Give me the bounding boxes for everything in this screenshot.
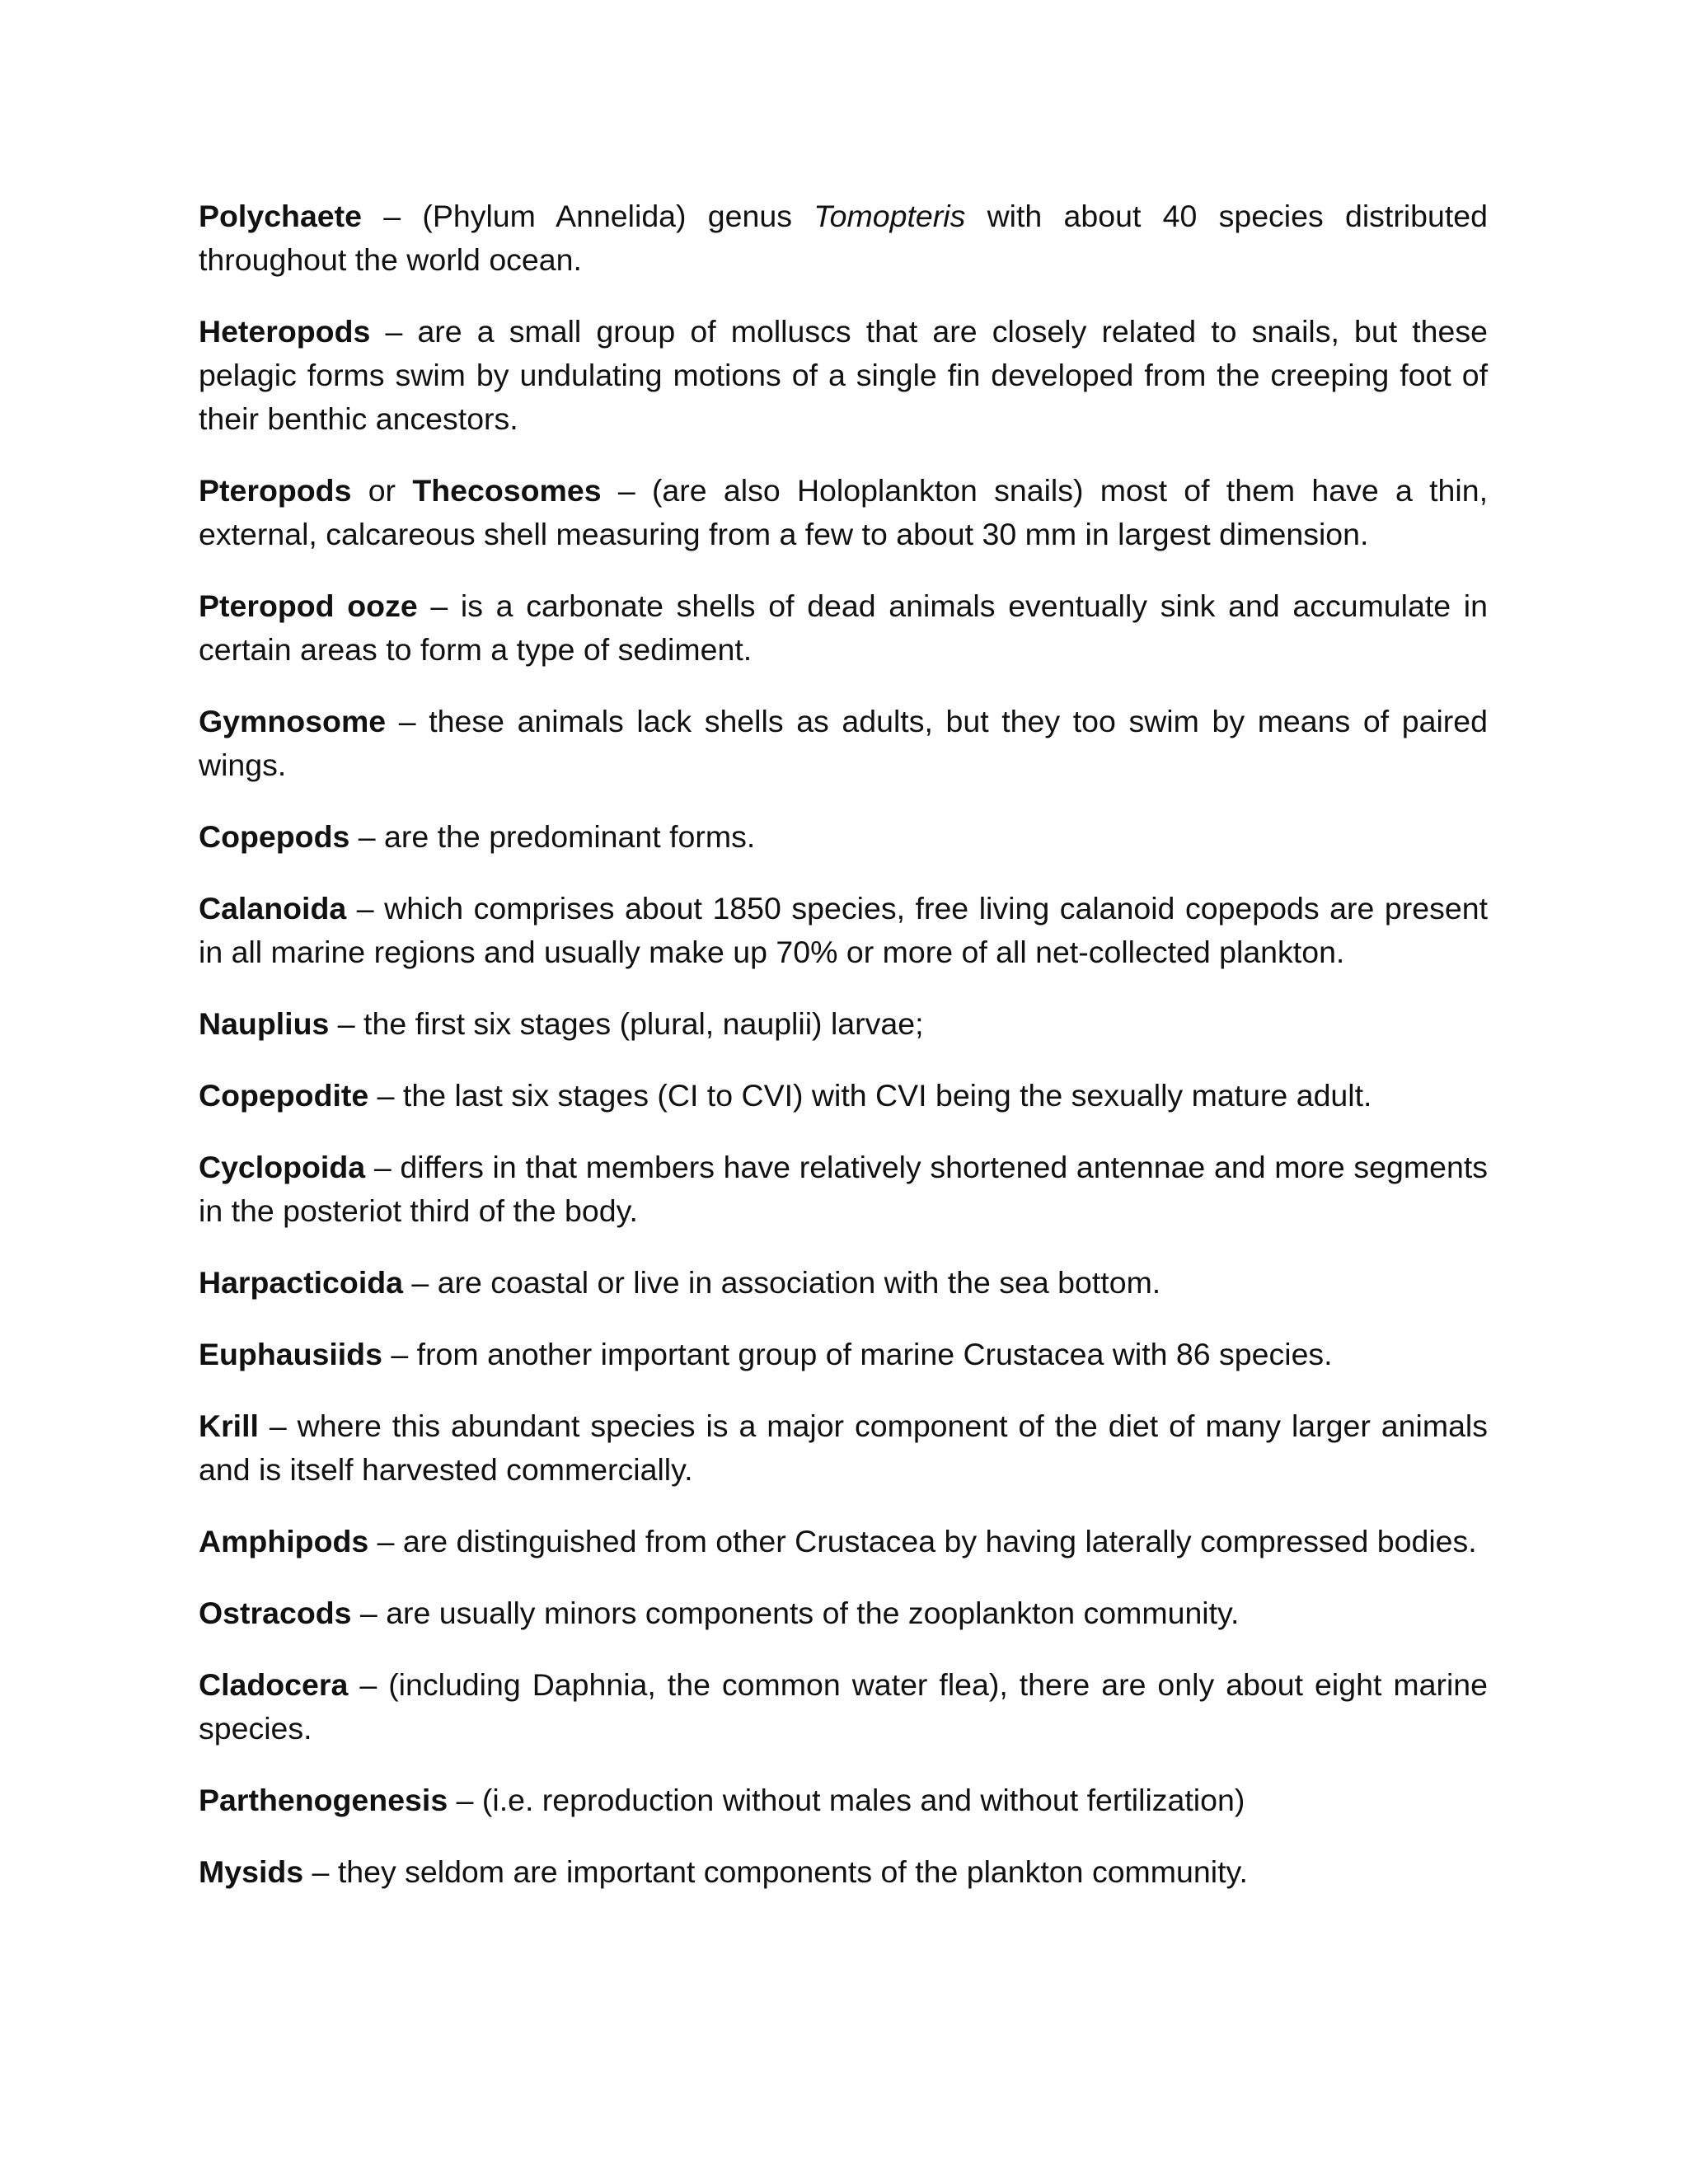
glossary-entry — [199, 815, 1488, 859]
glossary-term: Harpacticoida — [199, 1265, 403, 1300]
glossary-term: Cyclopoida — [199, 1150, 366, 1184]
glossary-term: Krill — [199, 1408, 259, 1443]
glossary-term: Gymnosome — [199, 704, 387, 738]
glossary-entry — [199, 1002, 1488, 1046]
glossary-entry — [199, 1663, 1488, 1750]
glossary-definition: – the first six stages (plural, nauplii) larvae; — [329, 1006, 924, 1041]
glossary-term: Calanoida — [199, 891, 347, 926]
glossary-definition: – are usually minors components of the zooplankton community. — [351, 1596, 1240, 1630]
glossary-entry — [199, 1074, 1488, 1118]
glossary-entry — [199, 1779, 1488, 1822]
glossary-term: Copepodite — [199, 1078, 369, 1113]
glossary-term: Cladocera — [199, 1667, 349, 1702]
glossary-definition: – they seldom are important components of the plankton community. — [303, 1854, 1248, 1889]
glossary-entry — [199, 310, 1488, 441]
glossary-entry — [199, 1520, 1488, 1563]
glossary-list — [199, 194, 1488, 1894]
glossary-definition: – from another important group of marine Crustacea with 86 species. — [382, 1337, 1333, 1371]
glossary-definition: – are coastal or live in association with the sea bottom. — [403, 1265, 1161, 1300]
glossary-entry — [199, 194, 1488, 282]
glossary-definition: – differs in that members have relatively shortened antennae and more segments in the posteriot third of the body. — [199, 1150, 1488, 1228]
glossary-entry — [199, 1333, 1488, 1376]
glossary-entry — [199, 1850, 1488, 1894]
glossary-term: Ostracods — [199, 1596, 352, 1630]
glossary-term: Nauplius — [199, 1006, 330, 1041]
glossary-definition: – these animals lack shells as adults, but they too swim by means of paired wings. — [199, 704, 1488, 782]
glossary-term: Mysids — [199, 1854, 304, 1889]
glossary-definition: – (including Daphnia, the common water flea), there are only about eight marine species. — [199, 1667, 1488, 1746]
glossary-entry — [199, 1261, 1488, 1305]
glossary-definition: – (are also Holoplankton snails) most of them have a thin, external, calcareous shell measuring from a few to about 30 mm in largest dimension. — [199, 473, 1488, 551]
document-page — [199, 194, 1488, 1922]
glossary-term: Pteropods — [199, 473, 352, 508]
glossary-definition: – is a carbonate shells of dead animals eventually sink and accumulate in certain areas to form a type of sediment. — [199, 588, 1488, 667]
glossary-entry — [199, 1146, 1488, 1233]
glossary-definition: – where this abundant species is a major component of the diet of many larger animals and is itself harvested commercially. — [199, 1408, 1488, 1487]
glossary-term: Polychaete — [199, 199, 363, 233]
glossary-definition: – the last six stages (CI to CVI) with CVI being the sexually mature adult. — [368, 1078, 1372, 1113]
glossary-term: Pteropod ooze — [199, 588, 418, 623]
glossary-term: Thecosomes — [412, 473, 602, 508]
glossary-definition: – (i.e. reproduction without males and without fertilization) — [448, 1783, 1245, 1817]
glossary-definition: – (Phylum Annelida) genus — [362, 199, 814, 233]
glossary-definition: – which comprises about 1850 species, free living calanoid copepods are present in all marine regions and usually make up 70% or more of all net-collected plankton. — [199, 891, 1488, 969]
glossary-definition: – are a small group of molluscs that are closely related to snails, but these pelagic forms swim by undulating motions of a single fin developed from the creeping foot of their benthic ancestors. — [199, 314, 1488, 436]
glossary-term: Parthenogenesis — [199, 1783, 448, 1817]
glossary-term: Copepods — [199, 819, 350, 854]
glossary-entry — [199, 1404, 1488, 1492]
glossary-entry — [199, 1591, 1488, 1635]
glossary-definition: with about 40 species distributed throughout the world ocean. — [199, 199, 1489, 277]
glossary-term: Amphipods — [199, 1524, 369, 1558]
italic-genus-name: Tomopteris — [814, 199, 966, 233]
glossary-definition: – are distinguished from other Crustacea by having laterally compressed bodies. — [368, 1524, 1477, 1558]
glossary-entry — [199, 700, 1488, 787]
glossary-term: Euphausiids — [199, 1337, 382, 1371]
glossary-entry — [199, 469, 1488, 556]
glossary-definition: – are the predominant forms. — [349, 819, 756, 854]
glossary-entry — [199, 584, 1488, 672]
glossary-definition: or — [351, 473, 413, 508]
glossary-term: Heteropods — [199, 314, 371, 349]
glossary-entry — [199, 887, 1488, 974]
